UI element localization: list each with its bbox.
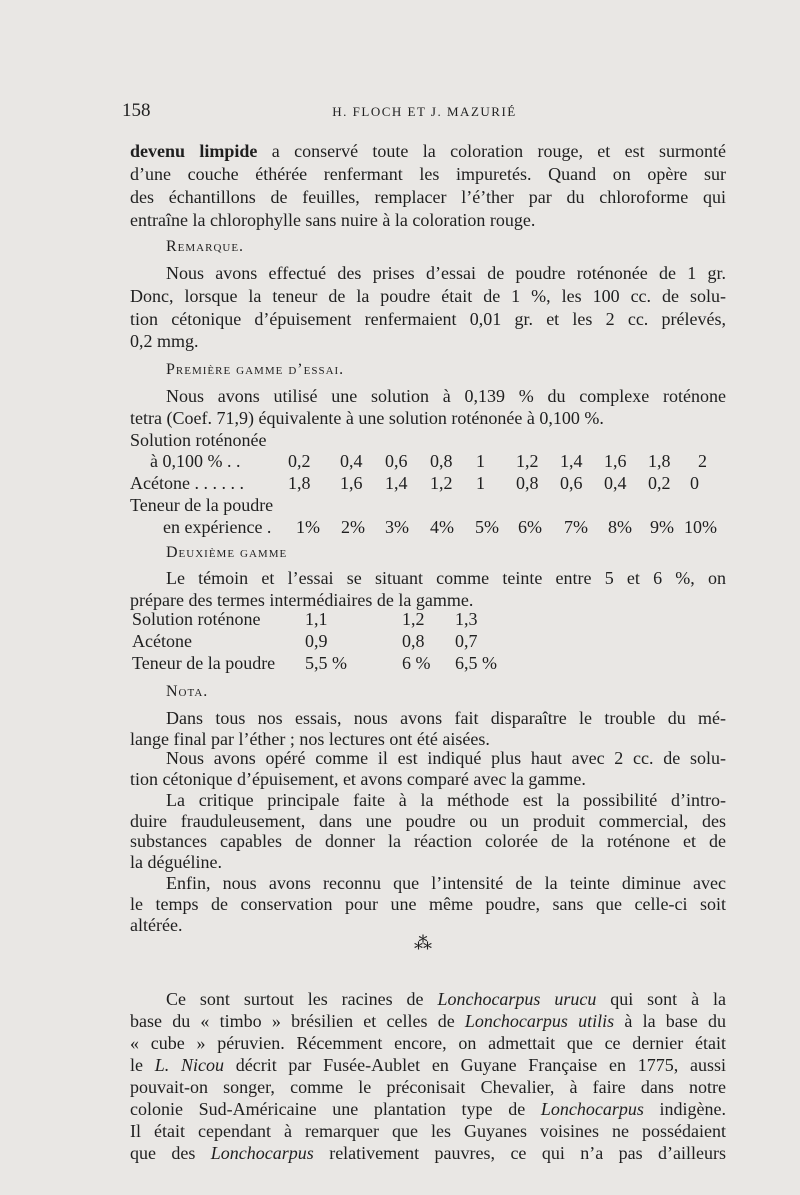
table1-cell: 1,2 — [516, 451, 539, 471]
table1-cell: 6% — [518, 517, 542, 537]
section-separator: ⁂ — [414, 933, 432, 953]
table1-row3-label: Teneur de la poudre — [130, 495, 274, 515]
paragraph1-line1-rest: a conservé toute la coloration rouge, et est surmonté — [257, 141, 726, 161]
table1-cell: 3% — [385, 517, 409, 537]
table1-cell: 1% — [296, 517, 320, 537]
final-line8-italic: Lonchocarpus — [210, 1143, 314, 1163]
final-line1 — [166, 988, 726, 1010]
final-line6-a: colonie Sud-Américaine une plantation type de — [130, 1099, 541, 1119]
final-line6 — [130, 1098, 726, 1120]
table1-cell: 0,6 — [560, 473, 583, 493]
table1-cell: 0,8 — [430, 451, 453, 471]
table1-cell: 9% — [650, 517, 674, 537]
table1-cell: 1,6 — [604, 451, 627, 471]
table1-cell: 0,8 — [516, 473, 539, 493]
table1-cell: 2 — [698, 451, 707, 471]
table2-cell: 1,1 — [305, 609, 328, 629]
table1-cell: 10% — [684, 517, 717, 537]
page-header — [122, 100, 727, 124]
final-line8 — [130, 1142, 726, 1164]
nota-heading: Nota. — [166, 683, 209, 700]
table1-cell: 1,4 — [385, 473, 408, 493]
deuxieme-gamme-line2: prépare des termes intermédiaires de la gamme. — [130, 590, 474, 610]
final-line8-b: relativement pauvres, ce qui n’a pas d’ailleurs — [313, 1143, 726, 1163]
nota-p3-line2: duire frauduleusement, dans une poudre ou un produit commercial, des — [130, 811, 726, 831]
final-line8-a: que des — [130, 1143, 211, 1163]
nota-p2-line1: Nous avons opéré comme il est indiqué plus haut avec 2 cc. de solu- — [166, 748, 726, 768]
table1-cell: 0,6 — [385, 451, 408, 471]
final-line2-b: à la base du — [614, 1011, 727, 1031]
nota-p3-line4: la déguéline. — [130, 852, 222, 872]
table1-cell: 5% — [475, 517, 499, 537]
running-head: H. FLOCH ET J. MAZURIÉ — [332, 104, 517, 119]
table2-cell: 0,7 — [455, 631, 478, 651]
final-line1-b: qui sont à la — [596, 989, 726, 1009]
deuxieme-gamme-line1: Le témoin et l’essai se situant comme teinte entre 5 et 6 %, on — [166, 568, 726, 588]
final-line4-a: le — [130, 1055, 155, 1075]
paragraph1-line2: d’une couche éthérée renfermant les impuretés. Quand on opère sur — [130, 164, 726, 184]
table2-cell: 5,5 % — [305, 653, 347, 673]
paragraph1-lead: devenu limpide — [130, 141, 258, 161]
nota-p1-line1: Dans tous nos essais, nous avons fait disparaître le trouble du mé- — [166, 708, 726, 728]
table1-cell: 1,8 — [648, 451, 671, 471]
table2-row1-label: Solution roténone — [132, 609, 261, 629]
final-line1-italic: Lonchocarpus urucu — [437, 989, 597, 1009]
table1-cell: 1,8 — [288, 473, 311, 493]
table1-cell: 1,6 — [340, 473, 363, 493]
final-line6-italic: Lonchocarpus — [540, 1099, 644, 1119]
nota-p4-line1: Enfin, nous avons reconnu que l’intensité de la teinte diminue avec — [166, 873, 726, 893]
table1-cell: 0 — [690, 473, 699, 493]
table1-cell: 1,2 — [430, 473, 453, 493]
final-line4-b: décrit par Fusée-Aublet en Guyane Française en 1775, aussi — [223, 1055, 726, 1075]
table1-row2-label: Acétone . . . . . . — [130, 473, 244, 493]
table1-row1b-label: à 0,100 % . . — [150, 451, 241, 471]
final-line6-b: indigène. — [643, 1099, 727, 1119]
deuxieme-gamme-heading: Deuxième gamme — [166, 544, 288, 561]
final-line4-italic: L. Nicou — [154, 1055, 224, 1075]
table1-cell: 0,2 — [288, 451, 311, 471]
final-line4 — [130, 1054, 726, 1076]
table1-cell: 8% — [608, 517, 632, 537]
table2-cell: 6 % — [402, 653, 431, 673]
table1-cell: 1 — [476, 451, 485, 471]
premiere-gamme-line2: tetra (Coef. 71,9) équivalente à une solution roténonée à 0,100 %. — [130, 408, 604, 428]
premiere-gamme-heading: Première gamme d’essai. — [166, 361, 345, 378]
table1-row3b-label: en expérience . — [163, 517, 272, 537]
nota-p4-line2: le temps de conservation pour une même poudre, sans que celle-ci soit — [130, 894, 726, 914]
premiere-gamme-line1: Nous avons utilisé une solution à 0,139 % du complexe roténone — [166, 386, 726, 406]
nota-p2-line2: tion cétonique d’épuisement, et avons comparé avec la gamme. — [130, 769, 586, 789]
paragraph1-line3: des échantillons de feuilles, remplacer l’é’ther par du chloroforme qui — [130, 187, 726, 207]
nota-p4-line3: altérée. — [130, 915, 183, 935]
final-line1-a: Ce sont surtout les racines de — [166, 989, 438, 1009]
nota-p3-line1: La critique principale faite à la méthode est la possibilité d’intro- — [166, 790, 726, 810]
remarque-line4: 0,2 mmg. — [130, 331, 199, 351]
table2-row2-label: Acétone — [132, 631, 192, 651]
final-line2-a: base du « timbo » brésilien et celles de — [130, 1011, 465, 1031]
remarque-heading: Remarque. — [166, 238, 245, 255]
table2-cell: 1,2 — [402, 609, 425, 629]
final-line7: Il était cependant à remarquer que les Guyanes voisines ne possédaient — [130, 1121, 726, 1141]
nota-p1-line2: lange final par l’éther ; nos lectures ont été aisées. — [130, 729, 490, 749]
table1-cell: 2% — [341, 517, 365, 537]
table1-cell: 0,4 — [340, 451, 363, 471]
remarque-line1: Nous avons effectué des prises d’essai de poudre roténonée de 1 gr. — [166, 263, 726, 283]
table2-row3-label: Teneur de la poudre — [132, 653, 276, 673]
page-number: 158 — [122, 100, 151, 121]
final-line3: « cube » péruvien. Récemment encore, on admettait que ce dernier était — [130, 1033, 726, 1053]
remarque-line2: Donc, lorsque la teneur de la poudre était de 1 %, les 100 cc. de solu- — [130, 286, 726, 306]
final-line2 — [130, 1010, 726, 1032]
table2-cell: 0,9 — [305, 631, 328, 651]
final-line5: pouvait-on songer, comme le préconisait Chevalier, à faire dans notre — [130, 1077, 726, 1097]
table1-cell: 7% — [564, 517, 588, 537]
paragraph1-line4: entraîne la chlorophylle sans nuire à la coloration rouge. — [130, 210, 536, 230]
final-line2-italic: Lonchocarpus utilis — [464, 1011, 615, 1031]
nota-p3-line3: substances capables de donner la réaction colorée de la roténone et de — [130, 831, 726, 851]
paragraph1-line1 — [130, 140, 726, 162]
table1-cell: 0,4 — [604, 473, 627, 493]
table1-cell: 1 — [476, 473, 485, 493]
table1-row1-label: Solution roténonée — [130, 430, 267, 450]
table1-cell: 4% — [430, 517, 454, 537]
table2-cell: 1,3 — [455, 609, 478, 629]
table1-cell: 0,2 — [648, 473, 671, 493]
table2-cell: 0,8 — [402, 631, 425, 651]
table1-cell: 1,4 — [560, 451, 583, 471]
table2-cell: 6,5 % — [455, 653, 497, 673]
remarque-line3: tion cétonique d’épuisement renfermaient 0,01 gr. et les 2 cc. prélevés, — [130, 309, 726, 329]
